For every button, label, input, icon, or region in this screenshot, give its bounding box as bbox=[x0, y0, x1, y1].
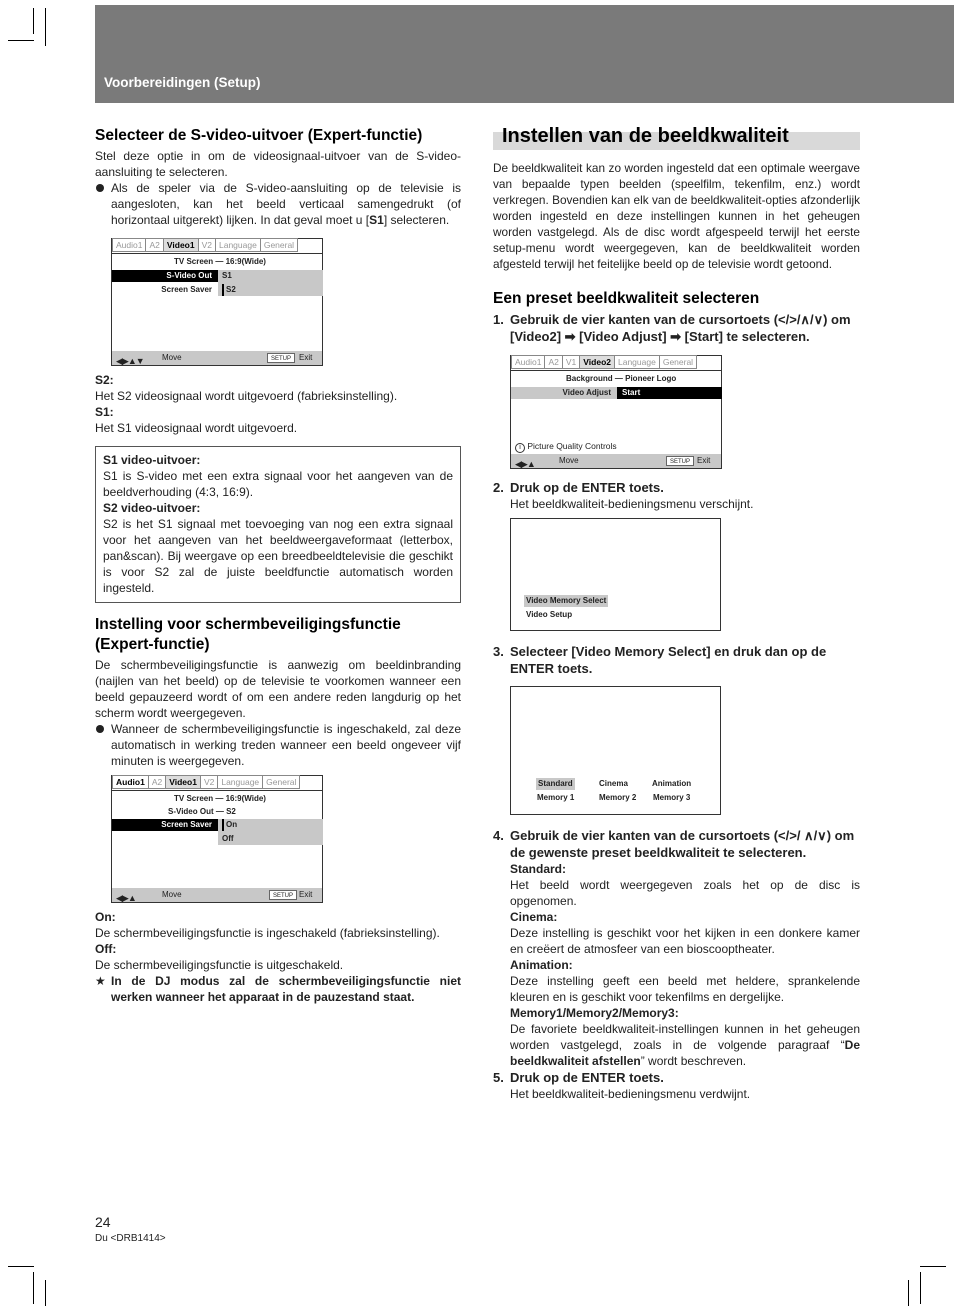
menu-item-video-memory-select[interactable]: Video Memory Select bbox=[526, 596, 607, 606]
tab-v2[interactable]: V2 bbox=[199, 238, 216, 252]
osd-move-label: Move bbox=[559, 456, 579, 466]
page-number: 24 bbox=[95, 1214, 111, 1230]
tab-language[interactable]: Language bbox=[216, 238, 261, 252]
note-s2-label: S2 video-uitvoer: bbox=[103, 501, 201, 516]
osd-exit-label: Exit bbox=[697, 456, 711, 466]
s-video-bullet: Als de speler via de S-video-aansluiting op de televisie is aangesloten, kan het beeld verticaal samengedrukt (of horizontaal uitgerekt) lijken. In dat geval moet u [S1] selecteren. bbox=[95, 180, 461, 228]
osd-option-off[interactable]: Off bbox=[222, 834, 234, 844]
osd-tabs bbox=[511, 355, 697, 369]
note-s1-label: S1 video-uitvoer: bbox=[103, 453, 201, 468]
s1-label: S1: bbox=[95, 405, 114, 420]
s2-label: S2: bbox=[95, 373, 114, 388]
dj-mode-note: ★ In de DJ modus zal de schermbeveiligingsfunctie niet werken wanneer het apparaat in de pauzestand staat. bbox=[95, 974, 461, 1005]
osd-footer bbox=[511, 454, 721, 468]
osd-row-s-video-out[interactable]: S-Video Out bbox=[112, 270, 218, 282]
preset-cinema[interactable]: Cinema bbox=[599, 779, 628, 789]
note-s1-text: S1 is S-video met een extra signaal voor het aangeven van de beeldverhouding (4:3, 16:9). bbox=[103, 469, 453, 500]
tab-general[interactable]: General bbox=[263, 775, 300, 789]
section-title: Voorbereidingen (Setup) bbox=[104, 75, 261, 90]
osd-option-start[interactable]: Start bbox=[617, 387, 722, 399]
osd-info-line: i Picture Quality Controls bbox=[515, 441, 617, 453]
osd-tabs bbox=[112, 775, 300, 789]
osd-row-screen-saver[interactable]: Screen Saver bbox=[161, 285, 212, 295]
osd-screen-saver bbox=[111, 775, 323, 903]
cursor-arrows-icon: ◀▶▲ bbox=[116, 893, 136, 904]
cinema-label: Cinema: bbox=[510, 910, 558, 925]
osd-exit-label: Exit bbox=[299, 890, 313, 900]
tab-video2[interactable]: Video2 bbox=[580, 355, 615, 369]
preset-subtitle: Een preset beeldkwaliteit selecteren bbox=[493, 290, 760, 307]
osd-move-label: Move bbox=[162, 890, 182, 900]
tab-video1[interactable]: Video1 bbox=[166, 775, 201, 789]
tab-audio1[interactable]: Audio1 bbox=[511, 355, 545, 369]
tab-a2[interactable]: A2 bbox=[149, 775, 166, 789]
step-3: 3. Selecteer [Video Memory Select] en druk dan op de ENTER toets. bbox=[493, 644, 827, 677]
tab-general[interactable]: General bbox=[660, 355, 697, 369]
info-icon: i bbox=[515, 443, 525, 453]
tab-audio1[interactable]: Audio1 bbox=[112, 238, 146, 252]
osd-option-s2[interactable]: S2 bbox=[222, 284, 236, 296]
preset-standard[interactable]: Standard bbox=[538, 779, 573, 789]
osd-row-tv-screen[interactable]: TV Screen — 16:9(Wide) bbox=[174, 794, 266, 804]
cursor-arrows-icon: ◀▶▲▼ bbox=[116, 356, 144, 367]
osd-s-video bbox=[111, 238, 323, 366]
step-1: 1. Gebruik de vier kanten van de cursortoets (</>/∧/∨) om [Video2] ➡ [Video Adjust] ➡ [Start] te selecteren. bbox=[493, 312, 851, 345]
memory-select-menu bbox=[510, 686, 721, 815]
tab-audio1[interactable]: Audio1 bbox=[112, 775, 149, 789]
picture-quality-title: Instellen van de beeldkwaliteit bbox=[493, 124, 860, 150]
page-header bbox=[95, 5, 954, 103]
doc-code: Du <DRB1414> bbox=[95, 1233, 166, 1244]
osd-row-s-video-out[interactable]: S-Video Out — S2 bbox=[168, 807, 236, 817]
on-text: De schermbeveiligingsfunctie is ingeschakeld (fabrieksinstelling). bbox=[95, 926, 440, 941]
osd-tabs bbox=[112, 238, 298, 252]
preset-memory-1[interactable]: Memory 1 bbox=[537, 793, 575, 803]
tab-a2[interactable]: A2 bbox=[545, 355, 562, 369]
screen-saver-title: Instelling voor schermbeveiligingsfunctie (Expert-functie) bbox=[95, 616, 401, 653]
tab-language[interactable]: Language bbox=[615, 355, 660, 369]
screen-saver-bullet: Wanneer de schermbeveiligingsfunctie is ingeschakeld, zal deze automatisch in werking treden wanneer een beeld ongeveer vijf minuten is weergegeven. bbox=[95, 721, 461, 769]
star-icon: ★ bbox=[95, 974, 106, 989]
preset-memory-2[interactable]: Memory 2 bbox=[599, 793, 637, 803]
osd-row-video-adjust[interactable]: Video Adjust bbox=[511, 387, 617, 399]
s1-text: Het S1 videosignaal wordt uitgevoerd. bbox=[95, 421, 298, 436]
osd-footer bbox=[112, 888, 322, 902]
tab-general[interactable]: General bbox=[261, 238, 298, 252]
osd-exit-label: Exit bbox=[299, 353, 313, 363]
tab-v2[interactable]: V2 bbox=[201, 775, 218, 789]
left-column bbox=[95, 126, 461, 1005]
tab-v1[interactable]: V1 bbox=[563, 355, 580, 369]
s-video-intro: Stel deze optie in om de videosignaal-uitvoer van de S-video-aansluiting te selecteren. bbox=[95, 149, 461, 180]
picture-quality-intro: De beeldkwaliteit kan zo worden ingesteld dat een optimale weergave van bepaalde typen beelden (speelfilm, tekenfilm, enz.) wordt verkregen. Bovendien kan elk van de beeldkwaliteit-opties afzonderlijk worden ingesteld en deze instellingen kunnen in het geheugen worden vastgelegd. Als de disc wordt afgespeeld terwijl het eerste setup-menu wordt weergegeven, kan de beeldkwaliteit worden afgesteld terwijl het feitelijke beeld op de televisie wordt getoond. bbox=[493, 161, 860, 271]
memory-text: De favoriete beeldkwaliteit-instellingen kunnen in het geheugen worden vastgelegd, zoals in de volgende paragraaf “De beeldkwaliteit afstellen” wordt beschreven. bbox=[510, 1022, 860, 1069]
s2-text: Het S2 videosignaal wordt uitgevoerd (fabrieksinstelling). bbox=[95, 389, 398, 404]
step-5: 5. Druk op de ENTER toets. bbox=[493, 1070, 664, 1086]
cinema-text: Deze instelling is geschikt voor het kijken in een donkere kamer en creëert de atmosfeer van een bioscooptheater. bbox=[510, 926, 860, 957]
preset-animation[interactable]: Animation bbox=[652, 779, 692, 789]
cursor-arrows-icon: ◀▶▲ bbox=[515, 459, 535, 470]
s-video-note-box bbox=[95, 446, 461, 603]
animation-text: Deze instelling geeft een beeld met heldere, sprankelende kleuren en is geschikt voor tekenfilms en dergelijke. bbox=[510, 974, 860, 1005]
page-footer bbox=[95, 1214, 166, 1244]
setup-button[interactable]: SETUP bbox=[666, 456, 694, 466]
step-2-text: Het beeldkwaliteit-bedieningsmenu verschijnt. bbox=[510, 497, 754, 512]
step-2: 2. Druk op de ENTER toets. bbox=[493, 480, 664, 496]
screen-saver-intro: De schermbeveiligingsfunctie is aanwezig om beeldinbranding (naijlen van het beeld) op de televisie te voorkomen wanneer een beeld gepauzeerd wordt of om een andere reden langdurig op het scherm wordt weergegeven. bbox=[95, 658, 461, 721]
animation-label: Animation: bbox=[510, 958, 573, 973]
setup-button[interactable]: SETUP bbox=[267, 353, 295, 363]
right-column bbox=[493, 124, 860, 1102]
quality-control-menu bbox=[510, 518, 721, 631]
s-video-title: Selecteer de S-video-uitvoer (Expert-functie) bbox=[95, 127, 423, 144]
osd-row-screen-saver[interactable]: Screen Saver bbox=[112, 819, 218, 831]
on-label: On: bbox=[95, 910, 116, 925]
standard-label: Standard: bbox=[510, 862, 567, 877]
step-5-text: Het beeldkwaliteit-bedieningsmenu verdwijnt. bbox=[510, 1087, 751, 1102]
osd-move-label: Move bbox=[162, 353, 182, 363]
step-4: 4. Gebruik de vier kanten van de cursortoets (</>/ ∧/∨) om de gewenste preset beeldkwaliteit te selecteren. bbox=[493, 828, 855, 861]
osd-row-background[interactable]: Background — Pioneer Logo bbox=[566, 374, 677, 384]
setup-button[interactable]: SETUP bbox=[269, 890, 297, 900]
tab-a2[interactable]: A2 bbox=[146, 238, 163, 252]
osd-option-on[interactable]: On bbox=[222, 819, 237, 831]
osd-footer bbox=[112, 351, 322, 365]
preset-memory-3[interactable]: Memory 3 bbox=[653, 793, 691, 803]
osd-video2 bbox=[510, 355, 722, 469]
osd-option-s1[interactable]: S1 bbox=[222, 271, 232, 281]
osd-row-tv-screen[interactable]: TV Screen — 16:9(Wide) bbox=[174, 257, 266, 267]
note-s2-text: S2 is het S1 signaal met toevoeging van nog een extra signaal voor het aangeven van het beeldweergaveformaat (letterbox, pan&scan). Bij weergave op een breedbeeldtelevisie die geschikt is voor S2 zal de juiste beeldfunctie automatisch worden ingesteld. bbox=[103, 517, 453, 596]
off-label: Off: bbox=[95, 942, 117, 957]
tab-language[interactable]: Language bbox=[218, 775, 263, 789]
memory-label: Memory1/Memory2/Memory3: bbox=[510, 1006, 679, 1021]
menu-item-video-setup[interactable]: Video Setup bbox=[526, 610, 573, 620]
off-text: De schermbeveiligingsfunctie is uitgeschakeld. bbox=[95, 958, 344, 973]
standard-text: Het beeld wordt weergegeven zoals het op de disc is opgenomen. bbox=[510, 878, 860, 909]
tab-video1[interactable]: Video1 bbox=[164, 238, 199, 252]
